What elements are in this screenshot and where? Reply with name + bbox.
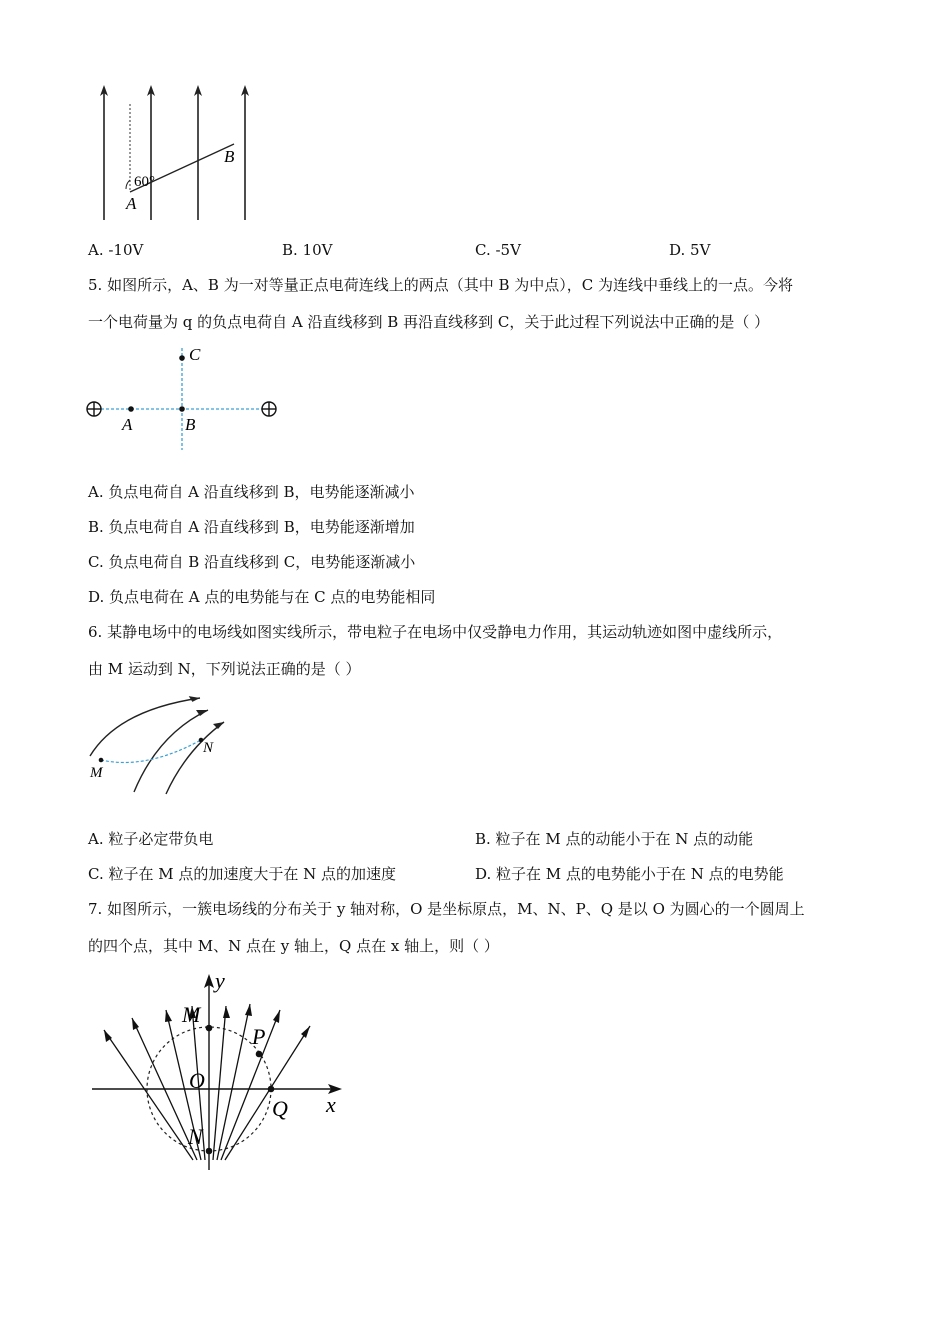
q6-option-b[interactable]: B. 粒子在 M 点的动能小于在 N 点的动能 (475, 830, 754, 848)
q6-trajectory-figure (84, 688, 244, 800)
q5-option-c[interactable]: C. 负点电荷自 B 沿直线移到 C，电势能逐渐减小 (88, 553, 416, 571)
q7-point-n (206, 1148, 213, 1155)
q5-right-positive-charge (262, 402, 276, 416)
q7-stem-line1: 7. 如图所示，一簇电场线的分布关于 y 轴对称，O 是坐标原点，M、N、P、Q 是以 O 为圆心的一个圆周上 (88, 900, 805, 918)
q5-point-b (179, 406, 185, 412)
q5-option-a[interactable]: A. 负点电荷自 A 沿直线移到 B，电势能逐渐减小 (88, 483, 415, 501)
q5-stem-line1: 5. 如图所示，A、B 为一对等量正点电荷连线上的两点（其中 B 为中点），C 为连线中垂线上的一点。今将 (88, 276, 794, 294)
q6-stem-line2: 由 M 运动到 N，下列说法正确的是（ ） (88, 660, 361, 678)
q7-label-y: y (215, 968, 225, 993)
q7-point-p (256, 1051, 263, 1058)
q6-label-m: M (90, 765, 103, 781)
q4-option-a[interactable]: A. -10V (88, 241, 144, 259)
q5-label-c: C (189, 345, 201, 364)
q7-label-n: N (188, 1124, 203, 1149)
q5-label-b: B (185, 415, 196, 434)
q6-option-a[interactable]: A. 粒子必定带负电 (88, 830, 214, 848)
q6-option-d[interactable]: D. 粒子在 M 点的电势能小于在 N 点的电势能 (475, 865, 784, 883)
q6-label-n: N (203, 740, 214, 756)
q5-option-b[interactable]: B. 负点电荷自 A 沿直线移到 B，电势能逐渐增加 (88, 518, 415, 536)
q5-option-d[interactable]: D. 负点电荷在 A 点的电势能与在 C 点的电势能相同 (88, 588, 436, 606)
q6-point-m (99, 758, 104, 763)
q4-option-d[interactable]: D. 5V (669, 241, 711, 259)
q4-angle-label: 60° (134, 174, 155, 190)
q7-field-arrowheads (104, 1004, 310, 1042)
q5-stem-line2: 一个电荷量为 q 的负点电荷自 A 沿直线移到 B 再沿直线移到 C，关于此过程下列说法中正确的是（ ） (88, 313, 770, 331)
q7-point-m (206, 1025, 213, 1032)
q4-angle-arc (126, 180, 130, 189)
q4-option-c[interactable]: C. -5V (475, 241, 521, 259)
q7-stem-line2: 的四个点，其中 M、N 点在 y 轴上，Q 点在 x 轴上，则（ ） (88, 937, 499, 955)
q7-label-o: O (189, 1068, 205, 1093)
q5-label-a: A (122, 415, 133, 434)
q6-arrowhead-1 (189, 695, 201, 702)
q6-option-c[interactable]: C. 粒子在 M 点的加速度大于在 N 点的加速度 (88, 865, 397, 883)
q4-label-a: A (126, 194, 137, 213)
q7-point-q (268, 1086, 275, 1093)
q7-label-x: x (326, 1092, 336, 1117)
q5-point-c (179, 355, 185, 361)
q5-charges-figure (82, 340, 282, 452)
q6-stem-line1: 6. 某静电场中的电场线如图实线所示，带电粒子在电场中仅受静电力作用，其运动轨迹如图中虚线所示， (88, 623, 783, 641)
q4-field-figure (90, 80, 260, 230)
q4-option-b[interactable]: B. 10V (282, 241, 333, 259)
q7-label-m: M (182, 1002, 201, 1027)
q4-label-b: B (224, 147, 235, 166)
q7-coordinate-figure (88, 966, 358, 1176)
q6-arrowhead-3 (213, 722, 224, 729)
q5-left-positive-charge (87, 402, 101, 416)
q5-point-a (128, 406, 134, 412)
q7-label-q: Q (272, 1096, 288, 1121)
q7-label-p: P (252, 1024, 266, 1049)
